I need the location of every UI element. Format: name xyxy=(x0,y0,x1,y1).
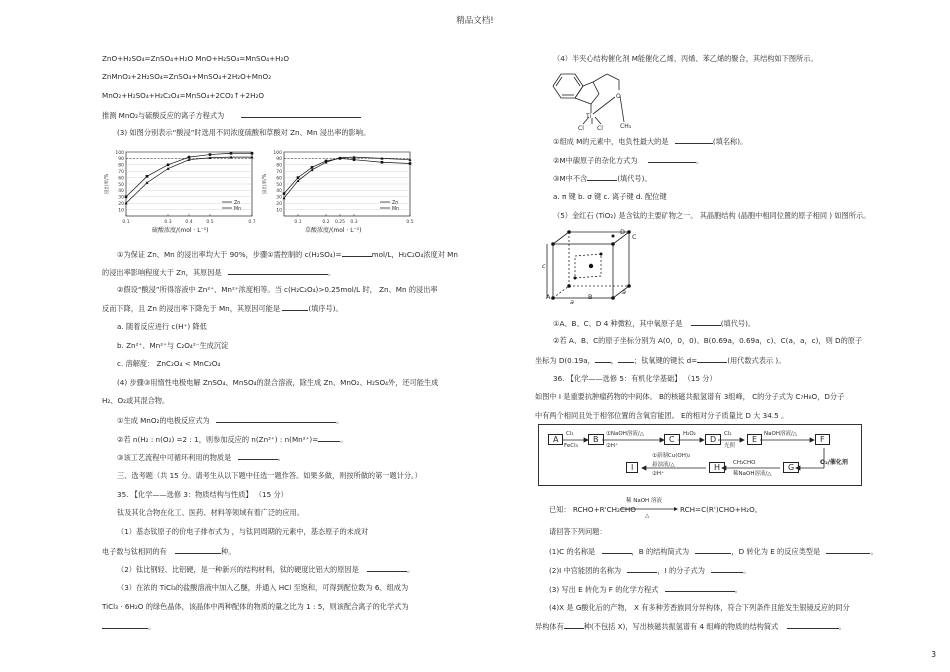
mol-label-o: O xyxy=(616,93,621,100)
period: 。 xyxy=(148,622,156,631)
data-point-zn xyxy=(188,156,191,159)
question-c2a: ②若 A、B、C的原子坐标分别为 A(0，0，0)、B(0.69a，0.69a，c)、C(a，a，c)，则 D的原子 xyxy=(553,336,863,345)
x-tick-label: 0.25 xyxy=(334,220,346,225)
answer-blank[interactable] xyxy=(216,415,336,423)
data-point-zn xyxy=(167,164,170,167)
known-label: 已知： xyxy=(549,505,571,514)
known-rhs: RCH=C(R')CHO+H₂O。 xyxy=(680,505,762,514)
cell-label-a: A xyxy=(546,293,551,301)
y-axis-label: 浸出率/% xyxy=(263,173,268,195)
question-c2b-tail: (用代数式表示 )。 xyxy=(727,356,786,365)
question-35-2-text: （2）钛比钢轻、比铝硬，是一种新兴的结构材料，钛的硬度比铝大的原因是 xyxy=(117,565,359,574)
answer-prompt: 请回答下列问题： xyxy=(549,527,607,536)
question-4-3 xyxy=(117,452,285,462)
question-c2b-mid: ；钛氧键的键长 d= xyxy=(634,356,698,365)
series-line-mn xyxy=(126,157,252,203)
reagent-cd-top: H₂O₂ xyxy=(683,431,696,437)
period: 。 xyxy=(838,622,846,631)
answer-blank[interactable] xyxy=(342,249,372,257)
flow-node-i: I xyxy=(626,462,638,473)
legend-label: Zn xyxy=(392,200,399,206)
question-a4b-mid: 种(不包括 X)，写出核磁共振氢谱有 4 组峰的物质的结构简式 xyxy=(583,622,779,631)
cell-label-a-axis: a xyxy=(570,298,574,306)
legend-label: Mn xyxy=(392,206,400,212)
period: 。 xyxy=(340,435,348,444)
answer-blank[interactable] xyxy=(675,136,713,144)
answer-blank[interactable] xyxy=(711,565,743,573)
question-c2b xyxy=(535,355,785,365)
question-5-rutile: （5）金红石 (TiO₂) 是含钛的主要矿物之一。 其晶胞结构 (晶胞中相同位置的原子相同 ) 如图所示。 xyxy=(553,211,871,220)
answer-blank[interactable] xyxy=(367,564,407,572)
x-tick-label: 0.4 xyxy=(185,220,193,225)
flow-node-d: D xyxy=(705,434,721,445)
reagent-ab-top: Cl₂ xyxy=(566,431,574,437)
option-c: c. 溶解度： ZnC₂O₄ < MnC₂O₄ xyxy=(117,359,221,368)
question-4-catalyst-intro: （4）半夹心结构催化剂 M能催化乙烯、丙烯、苯乙烯的聚合，其结构如下图所示。 xyxy=(553,54,818,63)
mol-label-cl: Cl xyxy=(578,125,584,132)
reagent-gh-bot: 稀NaOH溶液/△ xyxy=(733,471,772,477)
reagent-bc-bot: ②H⁺ xyxy=(606,443,618,449)
page-header: 精品文档! xyxy=(456,16,494,26)
question-3-2a: ②假设“酸浸”所得溶液中 Zn²⁺、Mn²⁺浓度相等。当 c(H₂C₂O₄)>0.25mol/L 时， Zn、Mn 的浸出率 xyxy=(117,285,438,294)
flow-node-g: G xyxy=(783,462,799,473)
cell-label-d: D xyxy=(620,228,626,236)
answer-blank[interactable] xyxy=(595,355,611,363)
answer-blank[interactable] xyxy=(697,355,727,363)
y-tick-label: 90 xyxy=(276,157,282,163)
period: 。 xyxy=(407,565,415,574)
chart-oxalic-acid xyxy=(258,146,418,236)
y-tick-label: 50 xyxy=(276,182,282,188)
answer-blank[interactable] xyxy=(602,546,632,554)
question-a1 xyxy=(549,546,878,556)
rutile-unit-cell xyxy=(545,226,645,306)
reagent-bc-top: ①NaOH溶液/△ xyxy=(606,431,644,437)
cell-label-a-axis: a xyxy=(622,288,626,296)
flow-node-c: C xyxy=(664,434,680,445)
question-4-1 xyxy=(117,415,343,425)
period: 。 xyxy=(734,585,742,594)
answer-blank[interactable] xyxy=(627,565,657,573)
y-tick-label: 50 xyxy=(118,182,124,188)
x-tick-label: 0.5 xyxy=(406,220,414,225)
question-a2 xyxy=(549,565,750,575)
flow-node-e: E xyxy=(747,434,762,445)
question-m2-text: ②M中碳原子的杂化方式为 xyxy=(553,156,638,165)
question-35-1b-text: 电子数与钛相同的有 xyxy=(102,547,167,556)
reagent-gh-top: CH₃CHO xyxy=(733,460,756,466)
data-point-mn xyxy=(146,181,149,184)
question-infer-text: 推测 MnO₂与硫酸反应的离子方程式为 xyxy=(102,111,225,120)
question-3-1b xyxy=(102,267,335,277)
question-c1-text: ①A、B、C、D 4 种微粒，其中氧原子是 xyxy=(553,319,683,328)
page-number: 3 xyxy=(931,650,936,659)
y-tick-label: 30 xyxy=(118,195,124,201)
flow-node-b: B xyxy=(588,434,604,445)
question-a3-text: (3) 写出 E 转化为 F 的化学方程式 xyxy=(549,585,659,594)
question-infer xyxy=(102,110,361,120)
question-a3 xyxy=(549,584,742,594)
question-c1-tail: (填代号)。 xyxy=(720,319,756,328)
question-4-1-text: ①生成 MnO₂的电极反应式为 xyxy=(117,416,210,425)
x-tick-label: 0.3 xyxy=(350,220,358,225)
known-condition: 稀 NaOH 溶液 xyxy=(626,498,662,504)
question-36-title: 36. 【化学——选修 5：有机化学基础】 （15 分） xyxy=(553,374,717,383)
question-35-1b-tail: 种。 xyxy=(221,547,236,556)
chart-sulfuric-acid xyxy=(100,146,260,236)
question-3-1a-unit: mol/L，H₂C₂O₄浓度对 Mn xyxy=(371,250,458,259)
answer-blank[interactable] xyxy=(665,584,735,592)
answer-blank[interactable] xyxy=(318,434,340,442)
question-35-3b: TiCl₃ · 6H₂O 的绿色晶体，该晶体中两种配体的物质的量之比为 1 : 5，则该配合离子的化学式为 xyxy=(102,602,409,611)
chart2-caption: 草酸浓度/(mol · L⁻¹) xyxy=(305,227,362,234)
section-3-heading: 三、选考题（共 15 分。请考生从以下题中任选一题作答。如果多做，则按所做的第一题计分。） xyxy=(117,471,422,480)
question-4a: (4) 步骤③用惰性电极电解 ZnSO₄、MnSO₄的混合溶液，除生成 Zn、MnO₂、H₂SO₄外，还可能生成 xyxy=(117,378,439,387)
question-a4b xyxy=(535,621,846,631)
period: 。 xyxy=(327,268,336,277)
question-a1-b: ，B 的结构简式为 xyxy=(631,547,690,556)
question-a2-text: (2)I 中官能团的名称为 xyxy=(549,566,622,575)
equation-2: ZnMnO₃+2H₂SO₄=ZnSO₄+MnSO₄+2H₂O+MnO₂ xyxy=(102,72,272,81)
y-tick-label: 100 xyxy=(273,150,282,156)
question-m3-text: ③M中不含 xyxy=(553,174,588,183)
y-tick-label: 10 xyxy=(276,208,282,214)
question-c1 xyxy=(553,318,755,328)
answer-blank[interactable] xyxy=(618,355,634,363)
x-tick-label: 0.5 xyxy=(206,220,214,225)
answer-blank[interactable] xyxy=(102,621,148,629)
question-c2b-text: 坐标为 D(0.19a， xyxy=(535,356,595,365)
y-tick-label: 100 xyxy=(115,150,124,156)
x-tick-label: 0.7 xyxy=(248,220,256,225)
y-tick-label: 80 xyxy=(118,163,124,169)
y-tick-label: 60 xyxy=(276,176,282,182)
y-tick-label: 70 xyxy=(118,170,124,175)
period: 。 xyxy=(743,566,751,575)
y-tick-label: 10 xyxy=(118,208,124,214)
question-a4b-text: 异构体有 xyxy=(535,622,564,631)
x-tick-label: 0.2 xyxy=(322,220,330,225)
y-tick-label: 70 xyxy=(276,170,282,175)
question-4-2 xyxy=(117,434,347,444)
question-a2-b: ，I 的分子式为 xyxy=(657,566,705,575)
data-point-zn xyxy=(251,152,254,155)
question-4-2-text: ②若 n(H₂ : n(O₂) =2 : 1，则参加反应的 n(Zn²⁺) : n(Mn²⁺)= xyxy=(117,435,319,444)
flow-node-f: F xyxy=(815,434,830,445)
data-point-zn xyxy=(409,162,412,165)
question-35-3c xyxy=(102,621,155,631)
y-tick-label: 20 xyxy=(276,202,282,207)
question-a1-text: (1)C 的名称是 xyxy=(549,547,596,556)
question-3-intro: (3) 如图分别表示“酸浸”时选用不同浓度硫酸和草酸对 Zn、Mn 浸出率的影响。 xyxy=(117,128,371,137)
question-36-intro-a: 如图中 I 是重要抗肿瘤药物的中间体。 B的核磁共振氢谱有 3组峰， C的分子式为 C₇H₈O，D分子 xyxy=(535,392,845,401)
option-b: b. Zn²⁺、Mn²⁺与 C₂O₄²⁻生成沉淀 xyxy=(117,341,229,350)
question-35-intro: 钛及其化合物在化工、医药、材料等领域有着广泛的应用。 xyxy=(117,508,304,517)
data-point-zn xyxy=(353,158,356,161)
answer-blank[interactable] xyxy=(238,452,278,460)
x-tick-label: 0.1 xyxy=(122,220,130,225)
data-point-zn xyxy=(311,166,314,169)
question-35-1a: （1）基态钛原子的价电子排布式为 ，与钛同周期的元素中，基态原子的未成对 xyxy=(117,527,369,536)
cell-label-b: B xyxy=(588,293,593,301)
cell-label-c-axis: c xyxy=(542,262,546,270)
reagent-ef-top: NaOH溶液/△ xyxy=(764,431,798,437)
answer-blank[interactable] xyxy=(826,546,870,554)
flow-arrows xyxy=(538,424,860,484)
reagent-hi-top: ①新制Cu(OH)₂ xyxy=(652,453,691,459)
flow-node-a: A xyxy=(548,434,563,445)
y-tick-label: 80 xyxy=(276,163,282,169)
question-m1 xyxy=(553,136,747,146)
period: 。 xyxy=(695,156,704,165)
y-tick-label: 40 xyxy=(118,189,124,195)
question-a4a: (4)X 是 G酸化后的产物， X 有多种芳香族同分异构体，符合下列条件且能发生银镜反应的同分 xyxy=(549,603,850,612)
answer-blank[interactable] xyxy=(564,621,584,629)
legend-label: Mn xyxy=(234,206,242,212)
y-tick-label: 40 xyxy=(276,189,282,195)
answer-blank[interactable] xyxy=(787,621,839,629)
question-3-2b xyxy=(102,303,343,313)
y-tick-label: 30 xyxy=(276,195,282,201)
reagent-de-top: Cl₂ xyxy=(724,431,732,437)
molecule-m-structure xyxy=(545,66,675,132)
reagent-hi-mid: 悬浊液/△ xyxy=(652,462,675,468)
legend-label: Zn xyxy=(234,200,241,206)
y-tick-label: 60 xyxy=(118,176,124,182)
question-m1-text: ①组成 M的元素中，电负性最大的是 xyxy=(553,137,669,146)
data-point-zn xyxy=(146,175,149,178)
x-tick-label: 0.1 xyxy=(294,220,302,225)
question-4-3-text: ③该工艺流程中可循环利用的物质是 xyxy=(117,453,232,462)
question-35-title: 35. 【化学——选修 3：物质结构与性质】 （15 分） xyxy=(117,490,288,499)
equation-3: MnO₂+H₂SO₄+H₂C₂O₄=MnSO₄+2CO₂↑+2H₂O xyxy=(102,91,265,100)
answer-blank[interactable] xyxy=(282,303,308,311)
mol-label-ti: Ti xyxy=(586,113,592,120)
x-tick-label: 0.3 xyxy=(164,220,172,225)
question-m3-options: a. π 键 b. σ 键 c. 离子键 d. 配位键 xyxy=(553,192,667,201)
question-3-2b-text: 反而下降，且 Zn 的浸出率下降先于 Mn，其原因可能是 xyxy=(102,304,281,313)
question-m3 xyxy=(553,173,652,183)
cell-label-c: C xyxy=(632,233,637,241)
answer-blank[interactable] xyxy=(695,546,731,554)
mol-label-ch3: CH₃ xyxy=(620,123,632,130)
answer-blank[interactable] xyxy=(691,318,721,326)
question-35-3a: （3）在浓的 TiCl₃的盐酸溶液中加入乙醚，并通入 HCl 至饱和，可得到配位数为 6、组成为 xyxy=(117,583,409,592)
period: 。 xyxy=(336,416,344,425)
data-point-zn xyxy=(209,153,212,156)
question-3-2b-tail: (填序号)。 xyxy=(308,304,343,313)
comma: ， xyxy=(610,356,618,365)
flow-node-h: H xyxy=(709,462,725,473)
option-a: a. 随着反应进行 c(H⁺) 降低 xyxy=(117,322,207,331)
data-point-zn xyxy=(283,192,286,195)
mol-label-cl: Cl xyxy=(597,125,603,132)
y-tick-label: 20 xyxy=(118,202,124,207)
question-35-2 xyxy=(117,564,414,574)
question-3-1b-text: 的浸出率影响程度大于 Zn，其原因是 xyxy=(102,268,222,277)
chart1-caption: 硫酸浓度/(mol · L⁻¹) xyxy=(152,227,209,234)
question-m1-tail: (填名称)。 xyxy=(712,137,748,146)
reagent-fg: O₂/催化剂 xyxy=(820,459,848,466)
y-axis-label: 浸出率/% xyxy=(105,173,110,195)
question-3-1a xyxy=(117,249,458,259)
question-35-1b xyxy=(102,546,235,556)
reagent-de-bot: 光照 xyxy=(724,443,736,449)
question-4b: H₂、O₂或其混合物。 xyxy=(102,396,170,405)
period: 。 xyxy=(277,453,285,462)
question-36-intro-b: 中有两个相同且处于相邻位置的含氧官能团。 E的相对分子质量比 D 大 34.5 。 xyxy=(535,411,789,420)
data-point-zn xyxy=(125,196,128,199)
question-m3-tail: (填代号)。 xyxy=(617,174,652,183)
answer-blank[interactable] xyxy=(648,155,696,163)
data-point-zn xyxy=(297,176,300,179)
known-lhs: RCHO+R'CH₂CHO xyxy=(572,505,636,514)
question-3-1a-text: ①为保证 Zn、Mn 的浸出率均大于 90%，步骤①需控制的 c(H₂SO₄)= xyxy=(117,250,342,259)
equation-1: ZnO+H₂SO₄=ZnSO₄+H₂O MnO+H₂SO₄=MnSO₄+H₂O xyxy=(102,54,290,63)
data-point-zn xyxy=(381,161,384,164)
answer-blank[interactable] xyxy=(228,267,328,275)
question-a1-c: ，D 转化为 E 的反应类型是 xyxy=(731,547,821,556)
reagent-hi-bot: ②H⁺ xyxy=(652,471,664,477)
y-tick-label: 90 xyxy=(118,157,124,163)
answer-blank[interactable] xyxy=(587,173,617,181)
reagent-ab-bot: FeCl₃ xyxy=(564,443,578,449)
answer-blank[interactable] xyxy=(175,546,221,554)
answer-blank[interactable] xyxy=(241,110,361,118)
question-m2 xyxy=(553,155,703,165)
data-point-zn xyxy=(230,152,233,155)
series-line-zn xyxy=(284,158,410,193)
period: 。 xyxy=(870,547,878,556)
known-condition-heat: △ xyxy=(645,513,650,519)
